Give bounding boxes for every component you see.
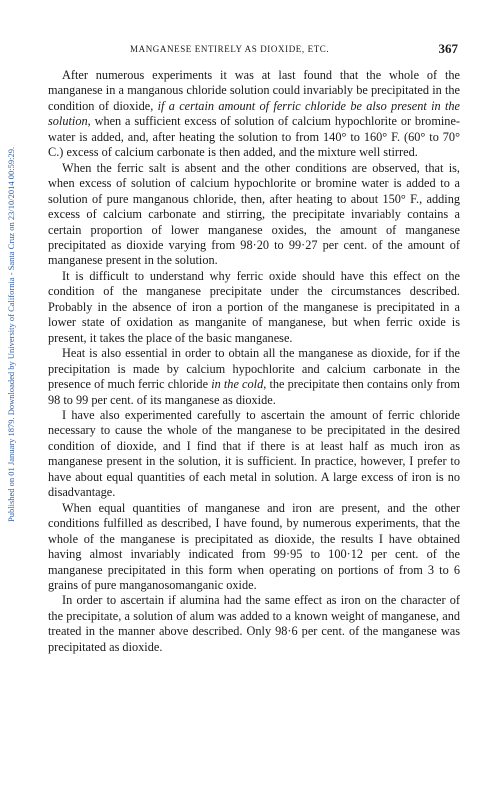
italic-text: in the cold	[211, 377, 264, 392]
page-header	[52, 41, 458, 58]
text: In order to ascertain if alumina had the same effect as iron on the character of the precipitate, a solution of alum was added to a known weight of manganese, and treated in the manner above described. Only 98·6 per cent. of the manganese was precipitated as dioxide.	[48, 593, 460, 654]
running-title: MANGANESE ENTIRELY AS DIOXIDE, ETC.	[130, 44, 330, 54]
paragraph	[48, 593, 460, 655]
text: Heat is also essential in order to obtain all the manganese as dioxide, for if the precipitation is made by calcium hypochlorite and calcium carbonate in the presence of much ferric chloride	[48, 346, 460, 392]
side-watermark	[3, 0, 19, 792]
text: , the precipitate then contains only from 98 to 99 per cent. of its manganese as dioxide.	[48, 377, 460, 407]
italic-text: if a certain amount of ferric chloride be also present in the solution	[48, 98, 461, 129]
paragraph	[48, 346, 460, 408]
paragraph	[48, 269, 460, 346]
download-notice: Published on 01 January 1879. Downloaded by University of California - Santa Cruz on 23/10/2014 00:59:29.	[6, 146, 16, 522]
paragraph	[48, 408, 460, 501]
paragraph	[48, 161, 460, 269]
text: I have also experimented carefully to ascertain the amount of ferric chloride necessary to cause the whole of the manganese to be precipitated in the desired condition of dioxide, and I find that if there is at least half as much iron as manganese present in the solution, it is sufficient. In practice, however, I prefer to have about equal quantities of each metal in solution. A large excess of iron is no disadvantage.	[48, 407, 460, 500]
text: It is difficult to understand why ferric oxide should have this effect on the condition of the manganese precipitate under the circumstances described. Probably in the absence of iron a portion of the manganese is precipitated in a lower state of oxidation as manganite of manganese, but when ferric oxide is present, it takes the place of the basic manganese.	[48, 268, 460, 345]
text: When equal quantities of manganese and iron are present, and the other conditions fulfilled as described, I have found, by numerous experiments, that the whole of the manganese is precipitated as dioxide, the results I have obtained having almost invariably indicated from 99·95 to 100·12 per cent. of the manganese precipitated in this form when operating on portions of from 3 to 6 grains of pure manganosomanganic oxide.	[48, 500, 460, 592]
text: After numerous experiments it was at last found that the whole of the manganese in a manganous chloride solution could invariably be precipitated in the condition of dioxide,	[48, 68, 460, 113]
page-number: 367	[438, 41, 458, 56]
text: , when a sufficient excess of solution of calcium hypochlorite or bromine-water is added, and, after heating the solution to from 140° to 160° F. (60° to 70° C.) excess of calcium carbonate is then added, and the mixture well stirred.	[48, 114, 460, 160]
body-text	[48, 68, 460, 655]
text: When the ferric salt is absent and the other conditions are observed, that is, when excess of solution of calcium hypochlorite or bromine water is added to a solution of pure manganous chloride, then, after heating to about 150° F., adding excess of calcium carbonate and stirring, the precipitate invariably contains a certain proportion of lower manganese oxides, the amount of manganese precipitated as dioxide varying from 98·20 to 99·27 per cent. of the amount of manganese present in the solution.	[48, 160, 460, 268]
paragraph	[48, 501, 460, 594]
paragraph	[48, 68, 460, 161]
